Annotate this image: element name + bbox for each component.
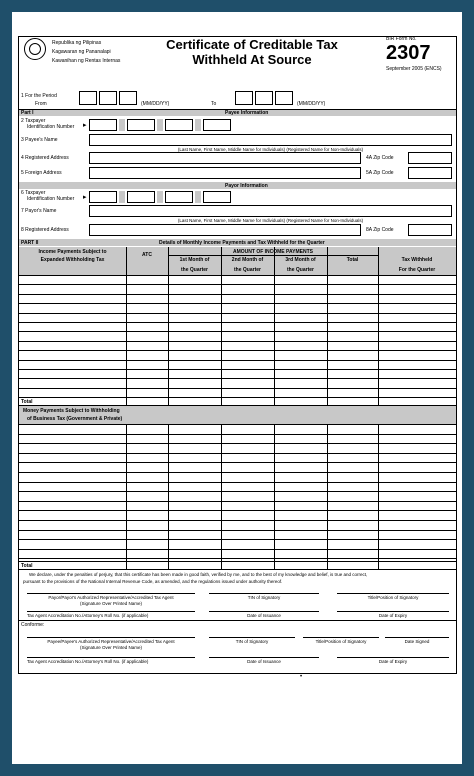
payor-tin-label-1: 6 Taxpayer bbox=[21, 190, 46, 196]
amount-header: AMOUNT OF INCOME PAYMENTS bbox=[232, 249, 313, 255]
col-month3-header-2: the Quarter bbox=[287, 267, 314, 273]
table-row-line bbox=[19, 294, 456, 295]
payee-tin-sep-1 bbox=[119, 119, 125, 131]
payee-zip-4a-field[interactable] bbox=[408, 152, 452, 164]
period-to-mm[interactable] bbox=[235, 91, 253, 105]
date-expiry-line bbox=[337, 611, 449, 612]
title-signatory-2-line bbox=[303, 637, 379, 638]
agency-line-1: Republika ng Pilipinas bbox=[52, 40, 102, 46]
title-signatory-2-label: Title/Position of Signatory bbox=[315, 639, 367, 644]
payee-tin-3[interactable] bbox=[165, 119, 193, 131]
payee-foreign-address-field[interactable] bbox=[89, 167, 361, 179]
payor-tin-sep-3 bbox=[195, 191, 201, 203]
col-total-header: Total bbox=[346, 257, 359, 263]
part2-section-title: Details of Monthly Income Payments and Tax Withheld for the Quarter bbox=[159, 240, 325, 246]
section-line bbox=[19, 109, 456, 110]
period-from-mm[interactable] bbox=[79, 91, 97, 105]
period-to-dd[interactable] bbox=[255, 91, 273, 105]
date-signed-label: Date Signed bbox=[404, 639, 430, 644]
table-row-line bbox=[19, 275, 456, 276]
accreditation-label: Tax Agent Accreditation No./Attorney's Roll No. (if applicable) bbox=[27, 613, 149, 618]
payor-tin-label-2: Identification Number bbox=[27, 196, 75, 202]
period-to-yy[interactable] bbox=[275, 91, 293, 105]
col-month3-header-1: 3rd Month of bbox=[285, 257, 316, 263]
payee-tin-4[interactable] bbox=[203, 119, 231, 131]
table-row-line bbox=[19, 453, 456, 454]
form-title-line-2: Withheld At Source bbox=[192, 52, 312, 67]
title-signatory-label: Title/Position of Signatory bbox=[367, 595, 419, 600]
date-issuance-line bbox=[209, 611, 319, 612]
table-row-line bbox=[19, 350, 456, 351]
payor-tin-marker: ▸ bbox=[83, 194, 87, 201]
agency-line-3: Kawanihan ng Rentas Internas bbox=[52, 58, 121, 64]
table-row-line bbox=[19, 331, 456, 332]
table-row-line bbox=[19, 388, 456, 389]
business-tax-label-1: Money Payments Subject to Withholding bbox=[23, 408, 120, 414]
payor-tin-1[interactable] bbox=[89, 191, 117, 203]
period-from-label: From bbox=[35, 101, 47, 107]
payee-name-hint: (Last Name, First Name, Middle Name for Individuals) (Registered Name for Non-Individuals) bbox=[177, 147, 364, 152]
tin-signatory-2-line bbox=[209, 637, 295, 638]
payor-name-label: 7 Payor's Name bbox=[21, 208, 57, 214]
part1-label: Part I bbox=[21, 110, 34, 116]
form-sheet bbox=[12, 12, 462, 764]
table-row-line bbox=[19, 434, 456, 435]
table-row-line bbox=[19, 303, 456, 304]
title-signatory-line bbox=[337, 593, 449, 594]
date-issuance-2-label: Date of Issuance bbox=[247, 659, 281, 664]
payor-signature-label-1: Payor/Payor's Authorized Representative/Accredited Tax Agent bbox=[48, 595, 174, 600]
date-expiry-label: Date of Expiry bbox=[378, 613, 408, 618]
payee-name-field[interactable] bbox=[89, 134, 452, 146]
table-row-line bbox=[19, 397, 456, 398]
accreditation-2-line bbox=[27, 657, 195, 658]
payor-tin-sep-1 bbox=[119, 191, 125, 203]
agency-line-2: Kagawaran ng Pananalapi bbox=[52, 49, 111, 55]
table-row-line bbox=[19, 510, 456, 511]
tin-signatory-line bbox=[209, 593, 319, 594]
payee-tin-2[interactable] bbox=[127, 119, 155, 131]
payor-zip-8a-field[interactable] bbox=[408, 224, 452, 236]
table-row-line bbox=[19, 424, 456, 425]
payee-signature-line bbox=[27, 637, 195, 638]
col-income-header-1: Income Payments Subject to bbox=[38, 249, 107, 255]
form-title-line-1: Certificate of Creditable Tax bbox=[166, 37, 338, 52]
table-row-line bbox=[19, 284, 456, 285]
period-from-dd[interactable] bbox=[99, 91, 117, 105]
payee-tin-label-1: 2 Taxpayer bbox=[21, 118, 46, 124]
col-month2-header-1: 2nd Month of bbox=[231, 257, 264, 263]
payor-section-title: Payor Information bbox=[225, 183, 268, 189]
date-expiry-2-label: Date of Expiry bbox=[378, 659, 408, 664]
payee-signature-label-2: (Signature Over Printed Name) bbox=[79, 645, 143, 650]
col-income-header-2: Expanded Withholding Tax bbox=[40, 257, 105, 263]
table-row-line bbox=[19, 491, 456, 492]
table-row-line bbox=[19, 313, 456, 314]
col-month1-header-2: the Quarter bbox=[181, 267, 208, 273]
table-row-line bbox=[19, 520, 456, 521]
table-row-line bbox=[19, 561, 456, 562]
table-row-line bbox=[19, 360, 456, 361]
payor-zip-8a-label: 8A Zip Code bbox=[366, 227, 394, 233]
part2-label: PART II bbox=[21, 240, 39, 246]
table-row-line bbox=[19, 530, 456, 531]
table-row-line bbox=[19, 322, 456, 323]
period-to-format: (MM/DD/YY) bbox=[297, 101, 326, 107]
period-label: 1 For the Period bbox=[21, 93, 57, 99]
date-signed-line bbox=[385, 637, 449, 638]
table-row-line bbox=[19, 378, 456, 379]
total-label-2: Total bbox=[21, 563, 33, 569]
form-number-label: BIR Form No. bbox=[386, 36, 417, 42]
table-row-line bbox=[19, 443, 456, 444]
payor-address-label: 8 Registered Address bbox=[21, 227, 69, 233]
conforme-divider bbox=[19, 620, 456, 621]
accreditation-line bbox=[27, 611, 195, 612]
table-row-line bbox=[19, 462, 456, 463]
period-to-label: To bbox=[211, 101, 217, 107]
col-atc-header: ATC bbox=[142, 252, 152, 258]
date-issuance-2-line bbox=[209, 657, 319, 658]
payee-name-label: 3 Payee's Name bbox=[21, 137, 58, 143]
tin-signatory-label: TIN of Signatory bbox=[247, 595, 281, 600]
table-row-line bbox=[19, 482, 456, 483]
payor-tin-2[interactable] bbox=[127, 191, 155, 203]
table-row-line bbox=[19, 569, 456, 570]
tin-signatory-2-label: TIN of Signatory bbox=[235, 639, 269, 644]
page-dot: • bbox=[300, 674, 303, 680]
form-body bbox=[18, 36, 457, 674]
declaration-line-1: We declare, under the penalties of perjury, that this certificate has been made in good faith, verified by me, and to the best of my knowledge and belief, is true and correct, bbox=[29, 572, 368, 577]
payee-foreign-address-label: 5 Foreign Address bbox=[21, 170, 62, 176]
date-issuance-label: Date of Issuance bbox=[247, 613, 281, 618]
table-row-line bbox=[19, 501, 456, 502]
payor-address-field[interactable] bbox=[89, 224, 361, 236]
payee-address-field[interactable] bbox=[89, 152, 361, 164]
payee-tin-1[interactable] bbox=[89, 119, 117, 131]
payor-signature-line bbox=[27, 593, 195, 594]
payee-tin-sep-3 bbox=[195, 119, 201, 131]
table-row-line bbox=[19, 341, 456, 342]
payor-tin-sep-2 bbox=[157, 191, 163, 203]
col-tax-header-2: For the Quarter bbox=[398, 267, 436, 273]
payee-zip-5a-field[interactable] bbox=[408, 167, 452, 179]
date-expiry-2-line bbox=[337, 657, 449, 658]
business-tax-label-2: of Business Tax (Government & Private) bbox=[27, 416, 123, 422]
table-row-line bbox=[19, 472, 456, 473]
table-row-line bbox=[19, 549, 456, 550]
table-row-line bbox=[19, 369, 456, 370]
payor-name-field[interactable] bbox=[89, 205, 452, 217]
table-row-line bbox=[19, 558, 456, 559]
payee-tin-sep-2 bbox=[157, 119, 163, 131]
col-month2-header-2: the Quarter bbox=[234, 267, 261, 273]
col-tax-header-1: Tax Withheld bbox=[401, 257, 433, 263]
form-version: September 2005 (ENCS) bbox=[386, 66, 442, 72]
payor-tin-4[interactable] bbox=[203, 191, 231, 203]
payor-signature-label-2: (Signature Over Printed Name) bbox=[79, 601, 143, 606]
payee-tin-marker: ▸ bbox=[83, 122, 87, 129]
payor-tin-3[interactable] bbox=[165, 191, 193, 203]
declaration-line-2: pursuant to the provisions of the National Internal Revenue Code, as amended, and the regulations issued under authority thereof. bbox=[23, 579, 283, 584]
period-from-yy[interactable] bbox=[119, 91, 137, 105]
amount-header-line bbox=[168, 255, 378, 256]
payee-tin-label-2: Identification Number bbox=[27, 124, 75, 130]
payee-zip-4a-label: 4A Zip Code bbox=[366, 155, 394, 161]
period-from-format: (MM/DD/YY) bbox=[141, 101, 170, 107]
conforme-label: Conforme: bbox=[21, 622, 45, 628]
payee-address-label: 4 Registered Address bbox=[21, 155, 69, 161]
col-month1-header-1: 1st Month of bbox=[179, 257, 210, 263]
payor-name-hint: (Last Name, First Name, Middle Name for Individuals) (Registered Name for Non-Individuals) bbox=[177, 218, 364, 223]
total-label-1: Total bbox=[21, 399, 33, 405]
form-number: 2307 bbox=[386, 42, 431, 64]
payee-zip-5a-label: 5A Zip Code bbox=[366, 170, 394, 176]
accreditation-2-label: Tax Agent Accreditation No./Attorney's Roll No. (if applicable) bbox=[27, 659, 149, 664]
payee-section-title: Payee Information bbox=[225, 110, 269, 116]
payee-signature-label-1: Payee/Payee's Authorized Representative/Accredited Tax Agent bbox=[47, 639, 175, 644]
table-row-line bbox=[19, 539, 456, 540]
